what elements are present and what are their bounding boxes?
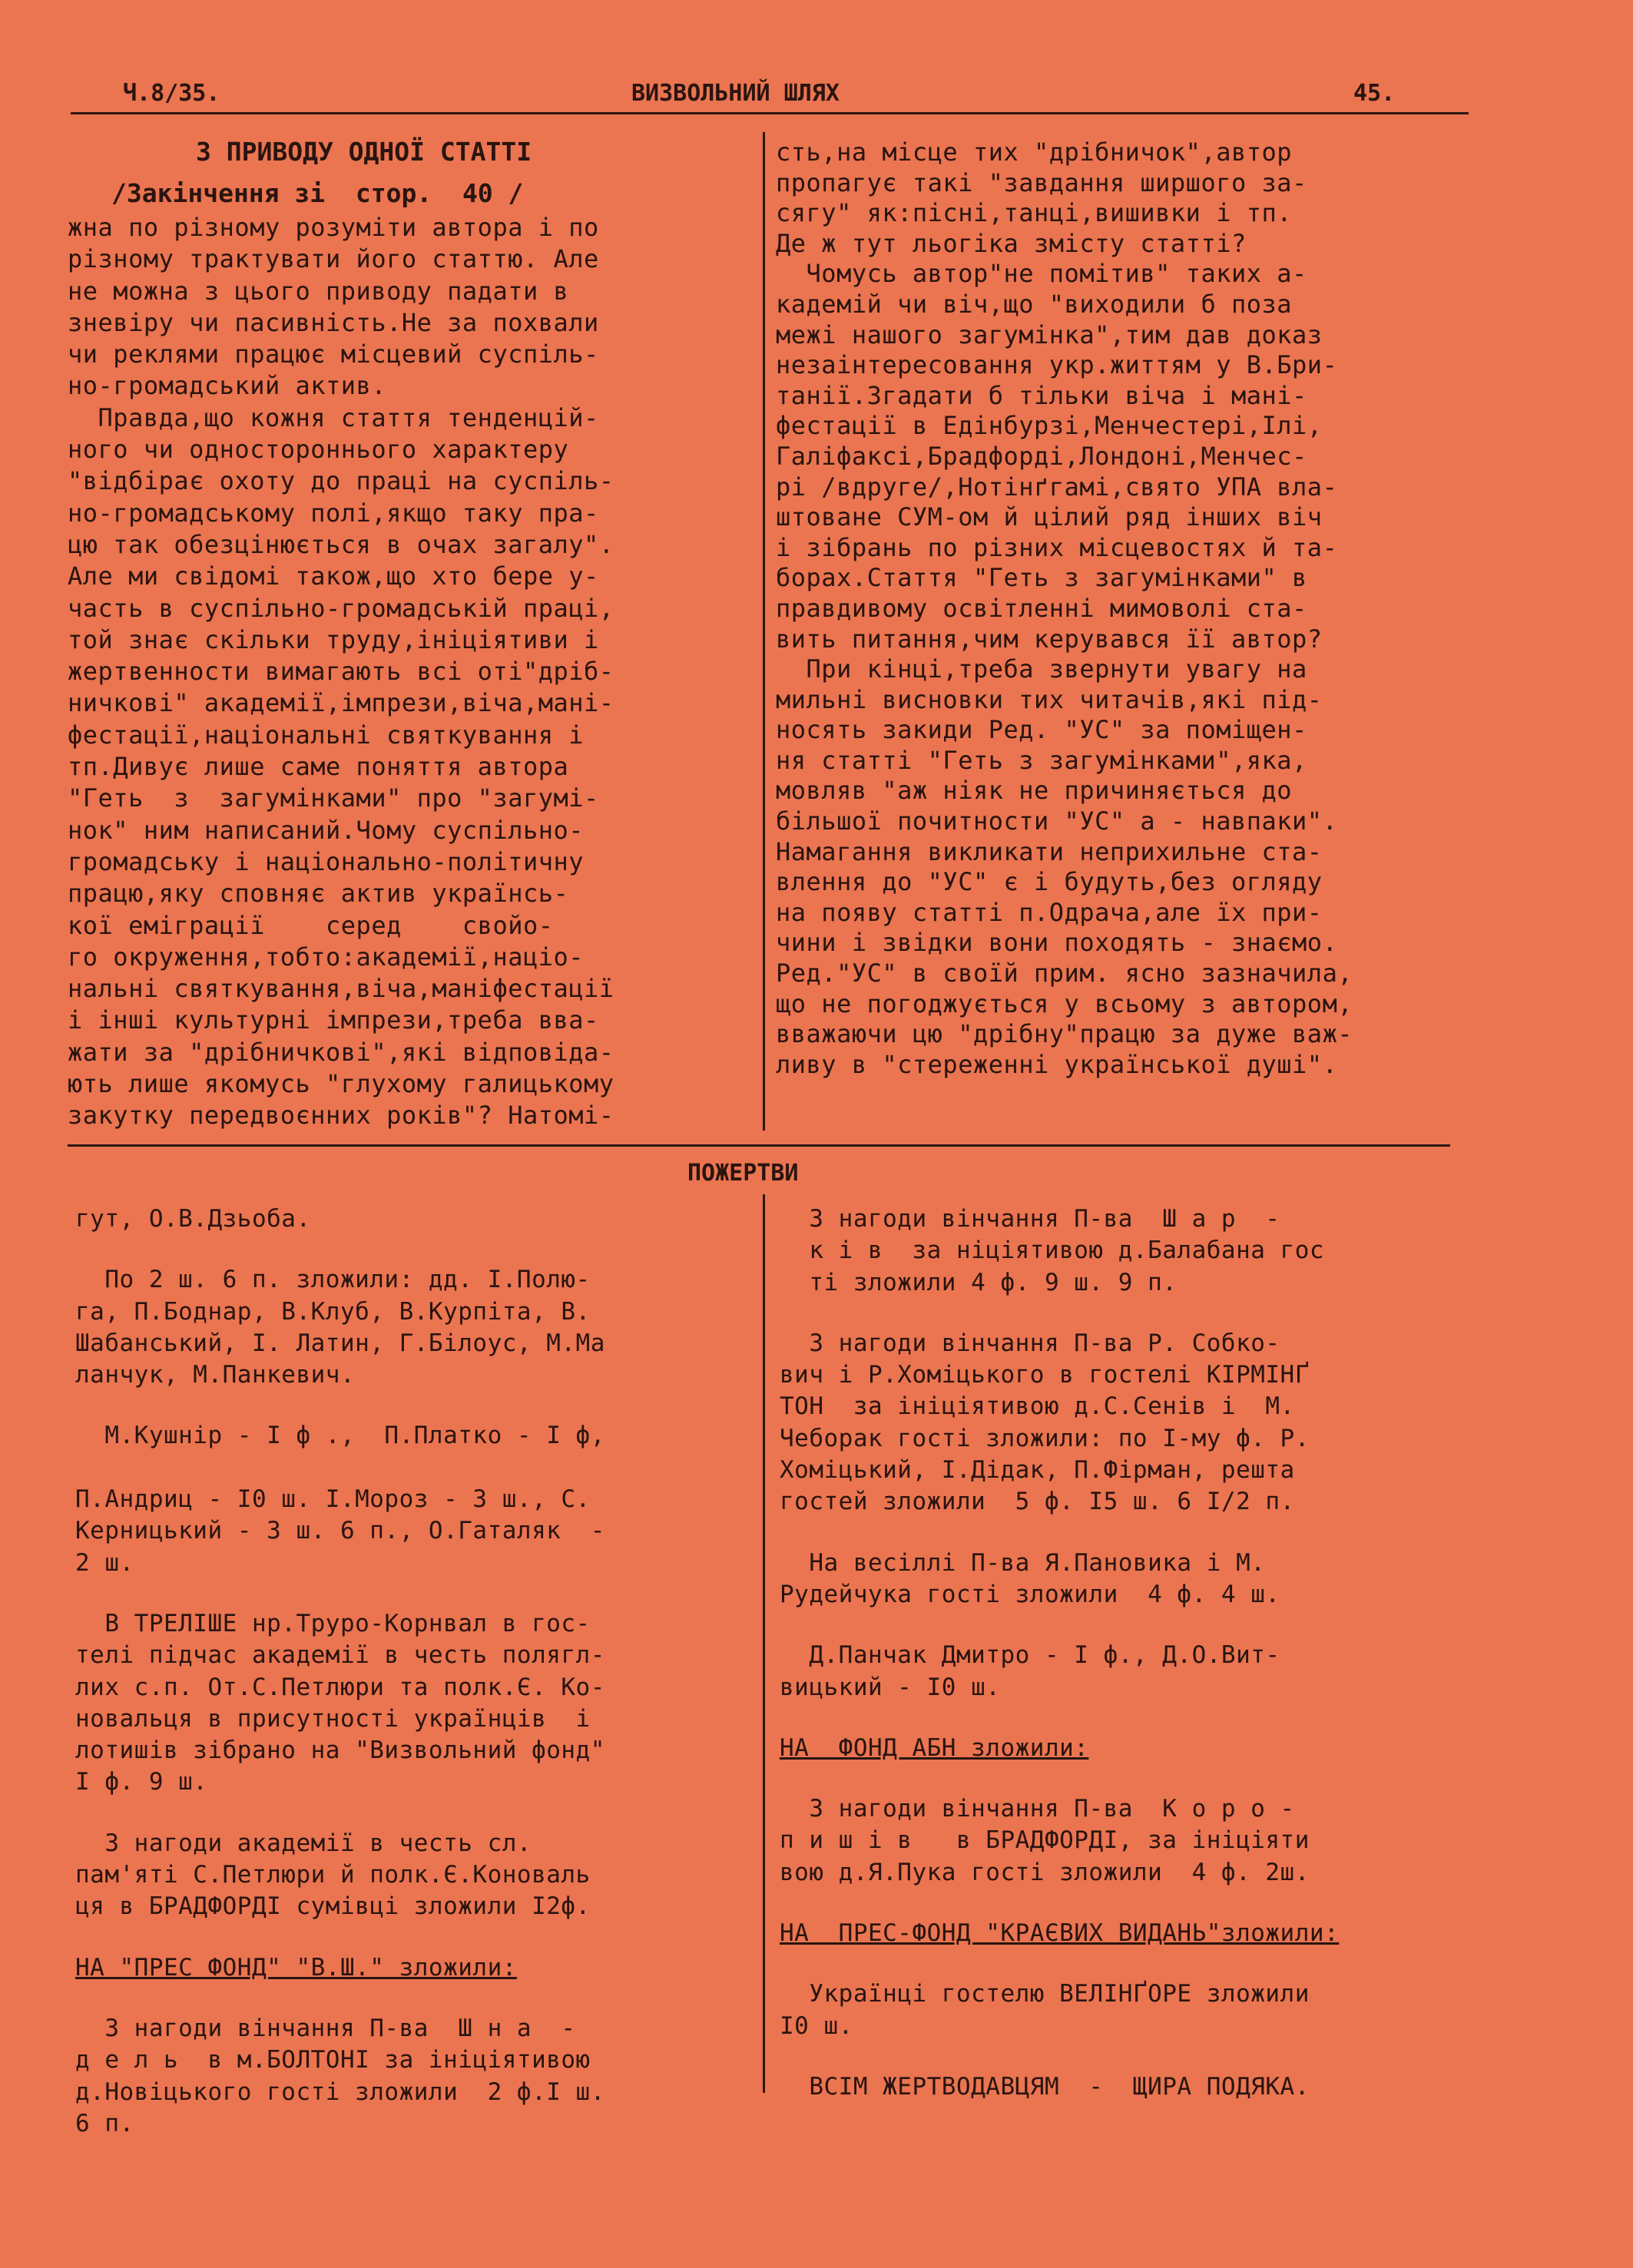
donation-line: 2 ш.: [75, 1548, 134, 1577]
donations-left-column: [75, 1204, 605, 2141]
donation-line: ті зложили 4 ф. 9 ш. 9 п.: [780, 1268, 1178, 1296]
donation-line: По 2 ш. 6 п. зложили: дд. І.Полю-: [75, 1266, 591, 1294]
donation-line: Рудейчука гості зложили 4 ф. 4 ш.: [780, 1580, 1280, 1608]
donation-line: лотишів зібрано на "Визвольний фонд": [75, 1737, 605, 1765]
text-line: ня статті "Геть з загумінками",яка,: [776, 745, 1307, 775]
text-line: чини і звідки вони походять - знаємо.: [776, 928, 1338, 958]
donation-line: вич і Р.Хоміцького в гостелі КІРМІНҐ: [780, 1361, 1310, 1389]
text-line: Галіфаксі,Брадфорді,Лондоні,Менчес-: [776, 441, 1307, 471]
section-rule: [68, 1144, 1450, 1147]
donation-line: Хоміцький, І.Дідак, П.Фірман, решта: [780, 1456, 1295, 1485]
newspaper-title: ВИЗВОЛЬНИЙ ШЛЯХ: [631, 80, 840, 107]
text-line: не можна з цього приводу падати в: [68, 276, 569, 306]
donation-line: телі підчас академії в честь полягл-: [75, 1641, 605, 1670]
text-line: Де ж тут льогіка змісту статті?: [776, 228, 1247, 258]
donation-line: На весіллі П-ва Я.Пановика і М.: [780, 1548, 1266, 1577]
text-line: нок" ним написаний.Чому суспільно-: [68, 815, 585, 845]
text-line: пропагує такі "завдання ширшого за-: [776, 167, 1307, 197]
text-line: нальні святкування,віча,маніфестації: [68, 974, 614, 1004]
text-line: жна по різному розуміти автора і по: [68, 213, 599, 242]
donation-line: І ф. 9 ш.: [75, 1768, 208, 1796]
article-left-column: [68, 212, 614, 1132]
donation-line: Шабанський, І. Латин, Г.Білоус, М.Ма: [75, 1329, 605, 1357]
article-right-column: [776, 137, 1353, 1079]
donation-line: д е л ь в м.БОЛТОНІ за ініціятивою: [75, 2046, 591, 2074]
text-line: різному трактувати його статтю. Але: [68, 244, 599, 274]
text-line: мильні висновки тих читачів,які під-: [776, 684, 1323, 714]
donations-title: ПОЖЕРТВИ: [687, 1160, 799, 1187]
donation-line: ця в БРАДФОРДІ сумівці зложили І2ф.: [75, 1892, 591, 1921]
donation-line: ТОН за ініціятивою д.С.Сенів і М.: [780, 1392, 1295, 1421]
text-line: зневіру чи пасивність.Не за похвали: [68, 307, 599, 337]
text-line: "Геть з загумінками" про "загумі-: [68, 783, 599, 813]
donation-line: І0 ш.: [780, 2011, 853, 2040]
article-continuation: /Закінчення зі стор. 40 /: [111, 178, 524, 208]
text-line: що не погоджується у всьому з автором,: [776, 988, 1353, 1018]
donation-line: лих с.п. От.С.Петлюри та полк.Є. Ко-: [75, 1673, 605, 1701]
text-line: працю,яку сповняє актив українсь-: [68, 879, 569, 909]
article-title: З ПРИВОДУ ОДНОЇ СТАТТІ: [196, 137, 532, 167]
text-line: сягу" як:пісні,танці,вишивки і тп.: [776, 198, 1293, 228]
text-line: межі нашого загумінка",тим дав доказ: [776, 320, 1323, 349]
text-line: вить питання,чим керувався її автор?: [776, 624, 1323, 654]
text-line: штоване СУМ-ом й цілий ряд інших віч: [776, 502, 1323, 532]
donation-line: З нагоди вінчання П-ва Р. Собко-: [780, 1329, 1280, 1357]
text-line: борах.Стаття "Геть з загумінками" в: [776, 563, 1307, 593]
donation-line: З нагоди вінчання П-ва Ш а р -: [780, 1205, 1280, 1233]
donation-line: новальця в присутності українців і: [75, 1704, 591, 1733]
text-line: і інші культурні імпрези,треба вва-: [68, 1005, 599, 1035]
text-line: кадемій чи віч,що "виходили б поза: [776, 289, 1293, 319]
text-line: Чомусь автор"не помітив" таких а-: [776, 259, 1307, 289]
text-line: закутку передвоєнних років"? Натомі-: [68, 1101, 614, 1131]
text-line: фестації,національні святкування і: [68, 720, 585, 750]
text-line: чи реклями працює місцевий суспіль-: [68, 339, 599, 369]
text-line: незаінтересовання укр.життям у В.Бри-: [776, 350, 1338, 380]
donation-line: вою д.Я.Пука гості зложили 4 ф. 2ш.: [780, 1858, 1310, 1886]
text-line: цю так обезцінюється в очах загалу".: [68, 529, 614, 559]
page-number: 45.: [1353, 80, 1396, 107]
text-line: Правда,що кожня стаття тенденцій-: [68, 402, 599, 432]
donation-line: 6 п.: [75, 2109, 134, 2137]
issue-number: Ч.8/35.: [123, 80, 220, 107]
text-line: "відбірає охоту до праці на суспіль-: [68, 466, 614, 496]
text-line: вважаючи цю "дрібну"працю за дуже важ-: [776, 1019, 1353, 1049]
donation-line: вицький - І0 ш.: [780, 1673, 1001, 1701]
donation-line: ВСІМ ЖЕРТВОДАВЦЯМ - ЩИРА ПОДЯКА.: [780, 2072, 1310, 2101]
fund-heading: НА ФОНД АБН зложили:: [780, 1733, 1089, 1762]
text-line: на появу статті п.Одрача,але їх при-: [776, 897, 1323, 927]
donation-line: Чеборак гості зложили: по І-му ф. Р.: [780, 1424, 1310, 1452]
text-line: правдивому освітленні мимоволі ста-: [776, 593, 1307, 623]
donation-line: З нагоди вінчання П-ва Ш н а -: [75, 2014, 576, 2042]
donation-line: д.Новіцького гості зложили 2 ф.І ш.: [75, 2078, 605, 2106]
donation-line: З нагоди академії в честь сл.: [75, 1829, 532, 1857]
donation-line: п и ш і в в БРАДФОРДІ, за ініціяти: [780, 1826, 1310, 1855]
donations-divider: [763, 1194, 765, 2093]
donation-line: Керницький - 3 ш. 6 п., О.Гаталяк -: [75, 1517, 605, 1545]
text-line: жертвенности вимагають всі оті"дріб-: [68, 657, 614, 687]
text-line: кої еміграції серед свойо-: [68, 910, 554, 940]
text-line: танії.Згадати б тільки віча і мані-: [776, 380, 1307, 410]
donation-line: ланчук, М.Панкевич.: [75, 1361, 356, 1389]
donation-line: гут, О.В.Дзьоба.: [75, 1205, 311, 1233]
header-rule: [71, 112, 1469, 114]
text-line: рі /вдруге/,Нотінґгамі,свято УПА вла-: [776, 472, 1338, 502]
donation-line: [75, 1453, 605, 1485]
text-line: ливу в "стереженні української душі".: [776, 1049, 1338, 1079]
text-line: тп.Дивує лише саме поняття автора: [68, 752, 569, 782]
text-line: жати за "дрібничкові",які відповіда-: [68, 1037, 614, 1067]
column-divider: [763, 132, 765, 1131]
text-line: сть,на місце тих "дрібничок",автор: [776, 137, 1293, 167]
text-line: ють лише якомусь "глухому галицькому: [68, 1069, 614, 1099]
text-line: мовляв "аж ніяк не причиняється до: [776, 776, 1293, 806]
text-line: Ред."УС" в своїй прим. ясно зазначила,: [776, 959, 1353, 988]
text-line: но-громадському полі,якщо таку пра-: [68, 498, 599, 528]
text-line: той знає скільки труду,ініціятиви і: [68, 624, 599, 654]
text-line: часть в суспільно-громадській праці,: [68, 593, 614, 623]
text-line: При кінці,треба звернути увагу на: [776, 654, 1307, 684]
text-line: ничкові" академії,імпрези,віча,мані-: [68, 688, 614, 718]
text-line: влення до "УС" є і будуть,без огляду: [776, 867, 1323, 897]
fund-heading: НА ПРЕС-ФОНД "КРАЄВИХ ВИДАНЬ"зложили:: [780, 1919, 1340, 1948]
donation-line: Українці гостелю ВЕЛІНҐОРЕ зложили: [780, 1980, 1310, 2008]
fund-heading: НА "ПРЕС ФОНД" "В.Ш." зложили:: [75, 1953, 517, 1982]
donation-line: В ТРЕЛІШЕ нр.Труро-Корнвал в гос-: [75, 1609, 591, 1637]
donation-line: к і в за ніціятивою д.Балабана гос: [780, 1237, 1325, 1265]
text-line: носять закиди Ред. "УС" за поміщен-: [776, 715, 1307, 745]
donation-line: Д.Панчак Дмитро - І ф., Д.О.Вит-: [780, 1641, 1280, 1670]
donation-line: П.Андриц - І0 ш. І.Мороз - 3 ш., С.: [75, 1485, 591, 1514]
text-line: но-громадський актив.: [68, 371, 387, 401]
text-line: го окруження,тобто:академії,націо-: [68, 942, 585, 972]
donation-line: га, П.Боднар, В.Клуб, В.Курпіта, В.: [75, 1297, 591, 1326]
donations-right-column: [780, 1204, 1339, 2104]
text-line: Але ми свідомі також,що хто бере у-: [68, 561, 599, 591]
donation-line: М.Кушнір - І ф ., П.Платко - І ф,: [75, 1422, 605, 1450]
text-line: більшої почитности "УС" а - навпаки".: [776, 806, 1338, 836]
text-line: і зібрань по різних місцевостях й та-: [776, 532, 1338, 562]
text-line: ного чи одностороннього характеру: [68, 435, 569, 465]
donation-line: З нагоди вінчання П-ва К о р о -: [780, 1795, 1295, 1823]
text-line: фестації в Едінбурзі,Менчестері,Ілі,: [776, 411, 1323, 441]
text-line: громадську і національно-політичну: [68, 846, 585, 876]
text-line: Намагання викликати неприхильне ста-: [776, 836, 1323, 866]
donation-line: гостей зложили 5 ф. І5 ш. 6 І/2 п.: [780, 1488, 1295, 1516]
donation-line: пам'яті С.Петлюри й полк.Є.Коноваль: [75, 1861, 591, 1889]
